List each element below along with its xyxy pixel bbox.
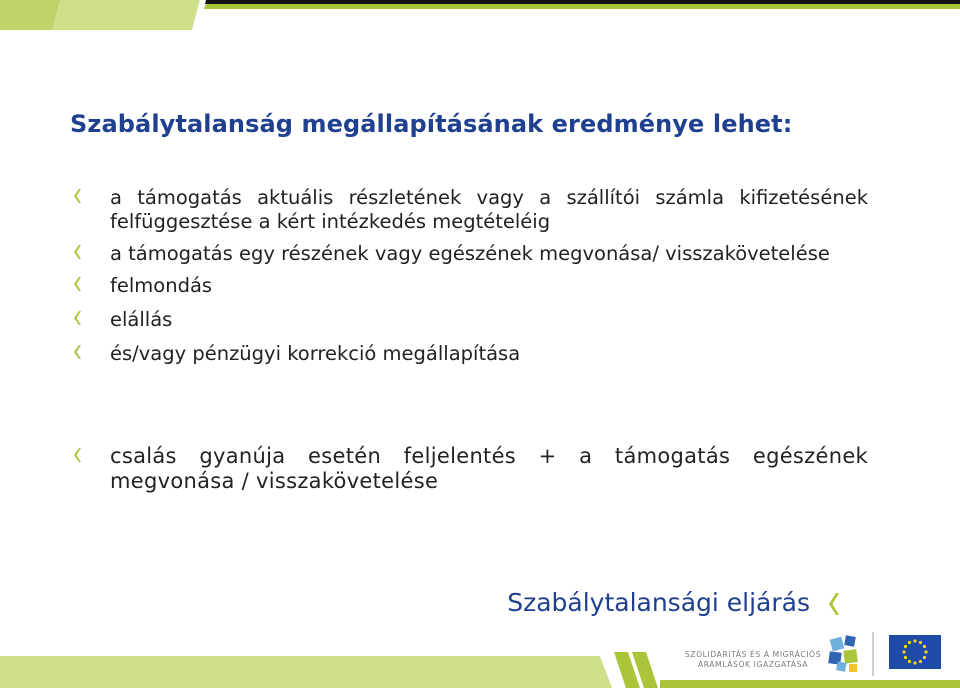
list-item — [70, 308, 868, 332]
cubes-logo-icon — [825, 632, 865, 676]
green-chevron-icon — [70, 275, 84, 293]
list-item-text: csalás gyanúja esetén feljelentés + a támogatás egészének megvonása / visszakövetelése — [110, 444, 868, 493]
secondary-bullet-list — [70, 444, 868, 494]
list-item — [70, 186, 868, 234]
section-title: Szabálytalansági eljárás — [507, 588, 810, 617]
list-item — [70, 274, 868, 298]
green-chevron-icon — [70, 343, 84, 361]
page-title: Szabálytalanság megállapításának eredménye lehet: — [70, 110, 793, 138]
list-item — [70, 342, 868, 366]
green-chevron-icon — [824, 591, 842, 617]
list-item-text: és/vagy pénzügyi korrekció megállapítása — [110, 342, 521, 365]
green-chevron-icon — [70, 187, 84, 205]
eu-flag-icon — [889, 635, 941, 669]
list-item-text: felmondás — [110, 274, 213, 297]
list-item-text: a támogatás aktuális részletének vagy a szállítói számla kifizetésének felfüggesztése a kért intézkedés megtételéig — [110, 186, 868, 233]
green-chevron-icon — [70, 309, 84, 327]
logo-divider — [872, 632, 874, 676]
agency-name-line: SZOLIDARITÁS ÉS A MIGRÁCIÓS — [684, 650, 822, 659]
agency-name — [678, 650, 828, 670]
list-item — [70, 242, 868, 266]
list-item-text: elállás — [110, 308, 173, 331]
bullet-list — [70, 186, 868, 366]
list-item-text: a támogatás egy részének vagy egészének megvonása/ visszakövetelése — [110, 242, 830, 265]
green-chevron-icon — [70, 446, 84, 464]
green-chevron-icon — [70, 243, 84, 261]
top-decorative-bar — [0, 0, 960, 40]
list-item — [70, 444, 868, 494]
agency-name-line: ÁRAMLÁSOK IGAZGATÁSA — [697, 660, 809, 669]
